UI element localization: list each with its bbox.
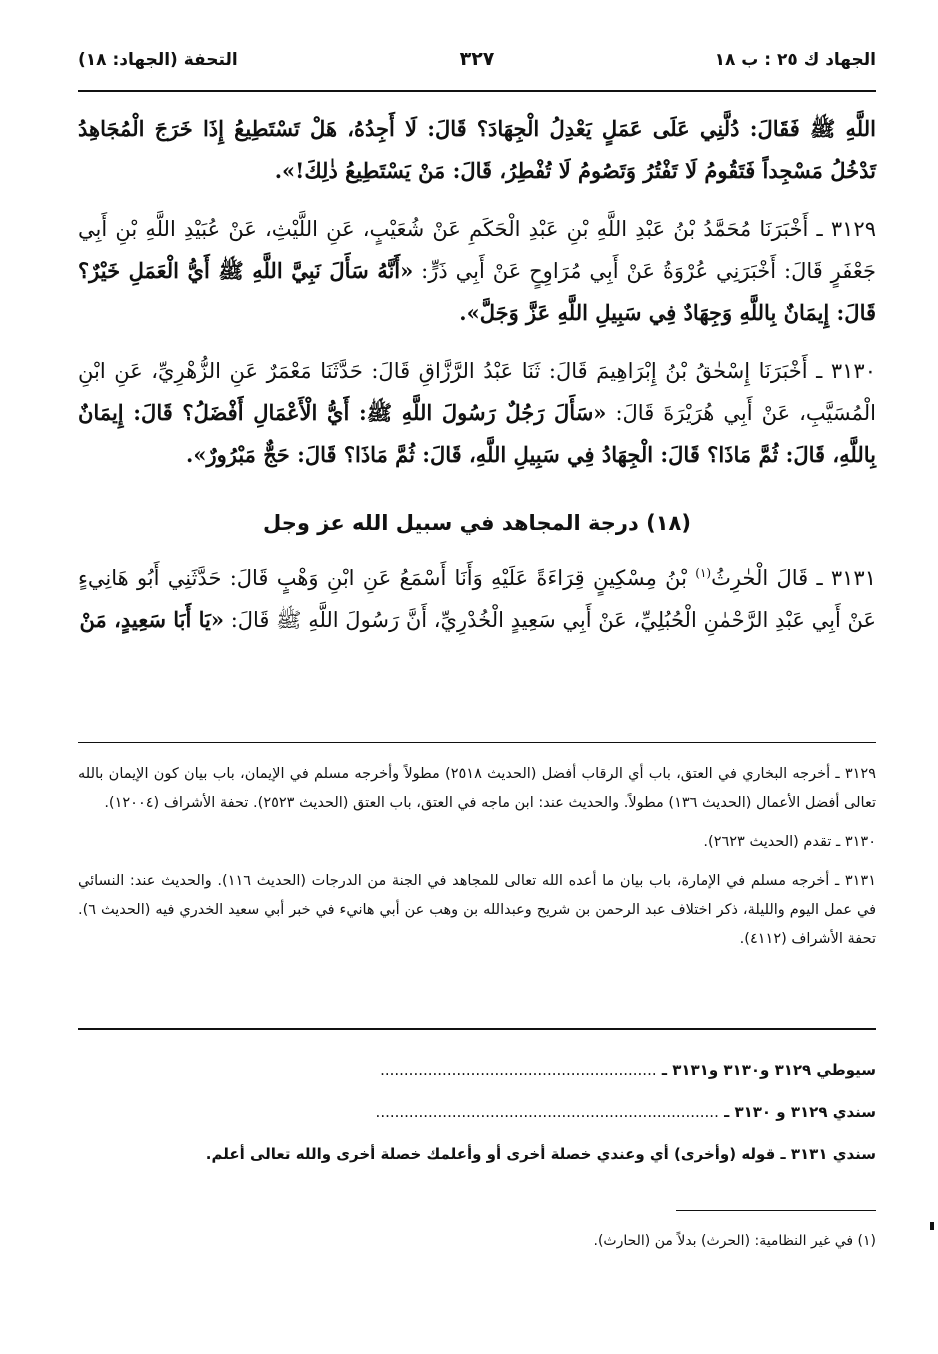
takhrij-rule [78, 742, 876, 743]
takhrij-3131: ٣١٣١ ـ أخرجه مسلم في الإمارة، باب بيان ما أعده الله تعالى للمجاهد في الجنة من الدرجات (الحديث ١١٦). والحديث عند: النسائي في عمل اليوم والليلة، ذكر اختلاف عبد الرحمن بن شريح وعبدالله بن وهب عن أبي هانيء في خبر أبي سعيد الخدري فيه (الحديث ٦). تحفة الأشراف (٤١١٢). [78, 873, 877, 947]
commentary-suyuti [78, 1052, 876, 1088]
running-header [78, 46, 876, 78]
hadith-3129 [78, 208, 876, 334]
commentary-sindi-1 [78, 1094, 876, 1130]
takhrij-3130: ٣١٣٠ ـ تقدم (الحديث ٢٦٢٣). [703, 834, 876, 850]
hadith-3130-isnad: ٣١٣٠ ـ أَخْبَرَنَا إِسْحٰقُ بْنُ إِبْرَاهِيمَ قَالَ: ثَنَا عَبْدُ الرَّزَّاقِ قَالَ: حَدَّثَنَا مَعْمَرٌ عَنِ الزُّهْرِيِّ، عَنِ ابْنِ الْمُسَيَّبِ، عَنْ أَبِي هُرَيْرَةَ قَالَ: [78, 359, 876, 425]
commentary-suyuti-label: سيوطي ٣١٢٩ و٣١٣٠ و٣١٣١ ـ [661, 1061, 876, 1079]
hadith-3130 [78, 350, 876, 476]
commentary-sindi-2: سندي ٣١٣١ ـ قوله (وأخرى) أي وعندي خصلة أخرى أو وأعلمك خصلة أخرى والله تعالى أعلم. [205, 1145, 876, 1163]
main-text [78, 108, 876, 657]
footnote: (١) في غير النظامية: (الحرث) بدلاً من (الحارث). [593, 1233, 876, 1249]
hadith-continuation: اللَّهِ ﷺ فَقَالَ: دُلَّنِي عَلَى عَمَلٍ يَعْدِلُ الْجِهَادَ؟ قَالَ: لَا أَجِدُهُ، هَلْ تَسْتَطِيعُ إِذَا خَرَجَ الْمُجَاهِدُ تَدْخُلُ مَسْجِداً فَتَقُومُ لَا تَفْتُرُ وَتَصُومُ لَا تُفْطِرُ، قَالَ: مَنْ يَسْتَطِيعُ ذٰلِكَ!». [78, 116, 876, 183]
hadith-3131-isnad-rest: بْنُ مِسْكِينٍ قِرَاءَةً عَلَيْهِ وَأَنَا أَسْمَعُ عَنِ ابْنِ وَهْبٍ قَالَ: حَدَّثَنِي أَبُو هَانِيءٍ عَنْ أَبِي عَبْدِ الرَّحْمٰنِ الْحُبُلِيِّ، عَنْ أَبِي سَعِيدٍ الْخُدْرِيِّ، أَنَّ رَسُولَ اللَّهِ ﷺ قَالَ: [78, 566, 876, 632]
commentary-sindi-1-label: سندي ٣١٢٩ و ٣١٣٠ ـ [724, 1103, 876, 1121]
hadith-3130-matn: «سَأَلَ رَجُلٌ رَسُولَ اللَّهِ ﷺ: أَيُّ الْأَعْمَالِ أَفْضَلُ؟ قَالَ: إِيمَانٌ بِاللَّهِ، قَالَ: ثُمَّ مَاذَا؟ قَالَ: الْجِهَادُ فِي سَبِيلِ اللَّهِ، قَالَ: ثُمَّ مَاذَا؟ قَالَ: حَجٌّ مَبْرُورٌ». [78, 400, 876, 467]
footnote-ref: (١) [695, 566, 712, 580]
header-rule [78, 90, 876, 92]
takhrij-3129: ٣١٢٩ ـ أخرجه البخاري في العتق، باب أي الرقاب أفضل (الحديث ٢٥١٨) مطولاً وأخرجه مسلم في الإيمان، باب بيان كون الإيمان بالله تعالى أفضل الأعمال (الحديث ١٣٦) مطولاً. والحديث عند: ابن ماجه في العتق، باب العتق (الحديث ٢٥٢٣). تحفة الأشراف (١٢٠٠٤). [78, 766, 877, 811]
hadith-3131-isnad: ٣١٣١ ـ قَالَ الْحٰرِثُ [711, 566, 876, 590]
hadith-3129-isnad: ٣١٢٩ ـ أَخْبَرَنَا مُحَمَّدُ بْنُ عَبْدِ اللَّهِ بْنِ عَبْدِ الْحَكَمِ عَنْ شُعَيْبٍ، عَنِ اللَّيْثِ، عَنْ عُبَيْدِ اللَّهِ بْنِ أَبِي جَعْفَرٍ قَالَ: أَخْبَرَنِي عُرْوَةُ عَنْ أَبِي مُرَاوِحٍ عَنْ أَبِي ذَرٍّ: [78, 217, 876, 283]
page-number: ٣٢٧ [459, 48, 495, 70]
footnote-rule [676, 1210, 876, 1211]
hadith-3131-matn: «يَا أَبَا سَعِيدٍ، مَنْ [79, 607, 225, 632]
hadith-3131 [78, 552, 876, 641]
commentary-rule [78, 1028, 876, 1030]
header-tuhfa-ref: التحفة (الجهاد: ١٨) [78, 50, 238, 70]
chapter-heading: (١٨) درجة المجاهد في سبيل الله عز وجل [263, 511, 691, 535]
header-chapter-ref: الجهاد ك ٢٥ : ب ١٨ [714, 50, 876, 70]
hadith-3129-matn: «أَنَّهُ سَأَلَ نَبِيَّ اللَّهِ ﷺ أَيُّ الْعَمَلِ خَيْرٌ؟ قَالَ: إِيمَانٌ بِاللَّهِ وَجِهَادٌ فِي سَبِيلِ اللَّهِ عَزَّ وَجَلَّ». [78, 258, 876, 325]
commentary-sindi-1-dots: ........................................................................ [375, 1103, 719, 1121]
commentary-suyuti-dots: .......................................................... [380, 1061, 657, 1079]
margin-mark [930, 1222, 934, 1230]
takhrij-notes [78, 760, 876, 964]
commentary-section [78, 1052, 876, 1178]
